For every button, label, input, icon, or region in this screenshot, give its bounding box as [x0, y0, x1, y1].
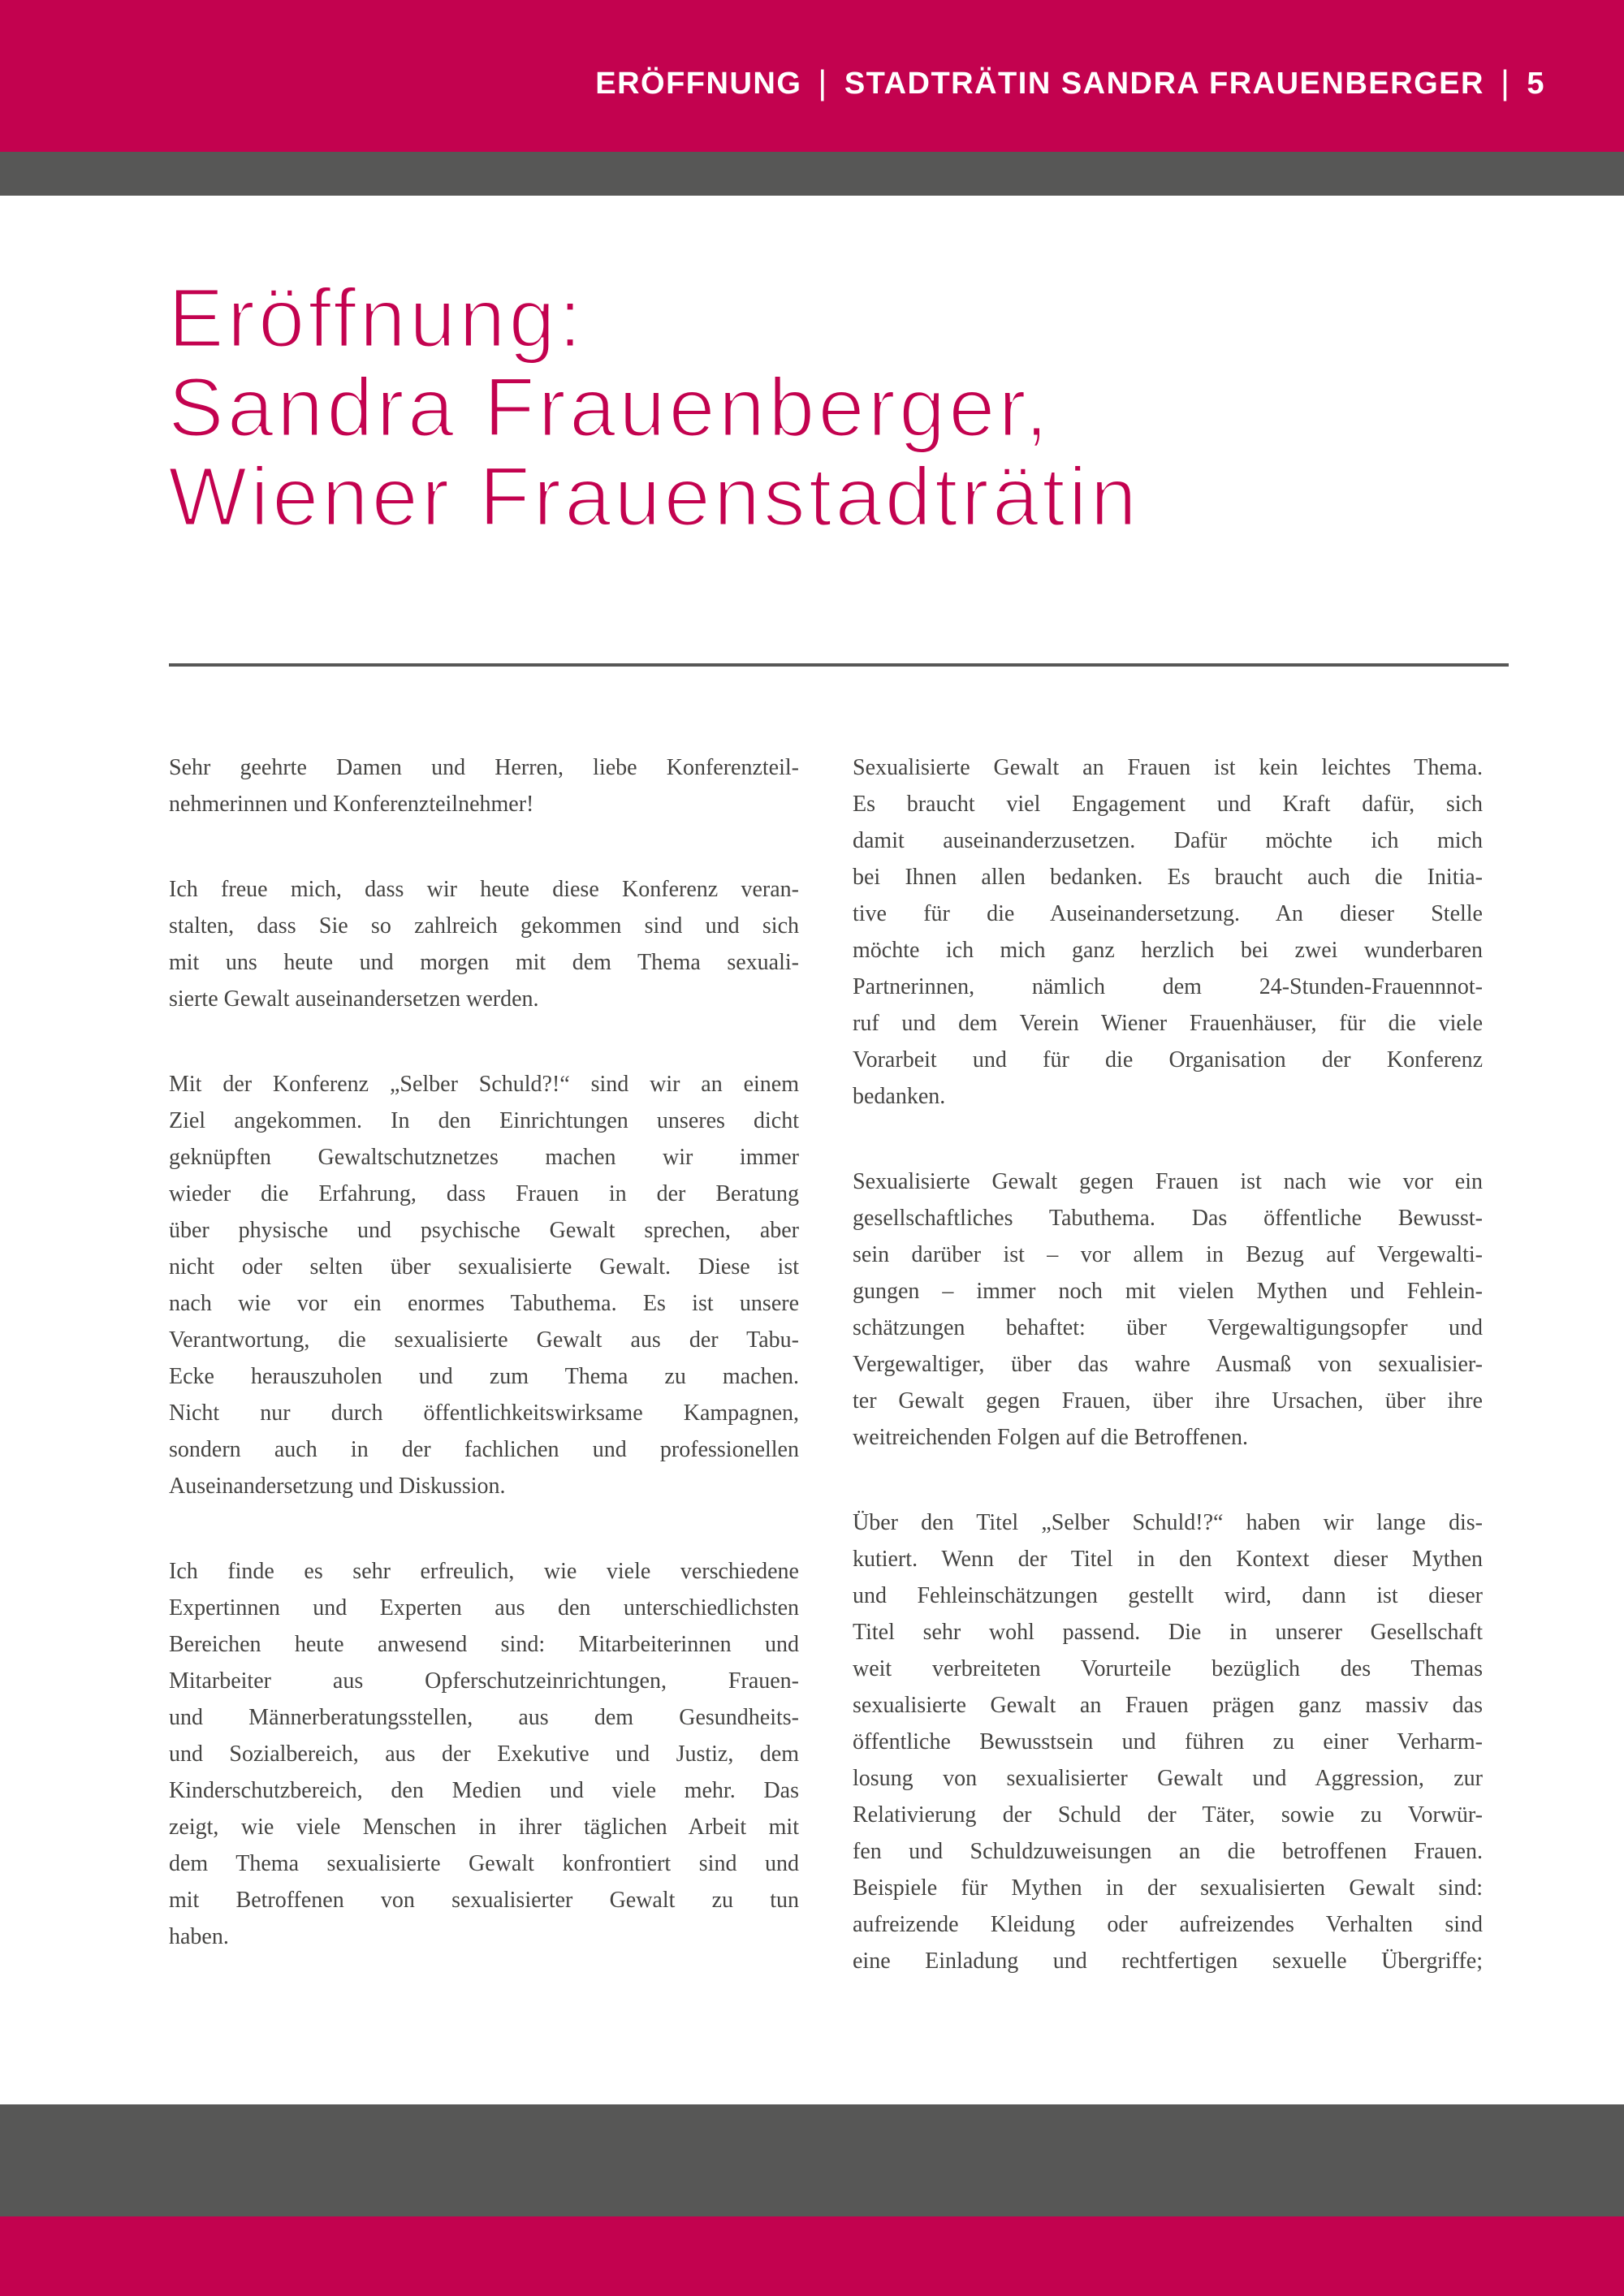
body-line: dem Thema sexualisierte Gewalt konfrontiert sind und — [169, 1851, 799, 1876]
bottom-accent-bar — [0, 2216, 1624, 2296]
body-line: und Männerberatungsstellen, aus dem Gesundheits- — [169, 1705, 799, 1730]
body-line: nicht oder selten über sexualisierte Gewalt. Diese ist — [169, 1254, 799, 1280]
body-line: wieder die Erfahrung, dass Frauen in der Beratung — [169, 1181, 799, 1206]
body-line: Auseinandersetzung und Diskussion. — [169, 1474, 506, 1499]
divider-rule — [169, 663, 1509, 667]
page-title-line-3: Wiener Frauenstadträtin — [168, 450, 1140, 543]
body-line: Es braucht viel Engagement und Kraft dafür, sich — [853, 792, 1483, 817]
body-line: nach wie vor ein enormes Tabuthema. Es ist unsere — [169, 1291, 799, 1316]
page-title-line-2: Sandra Frauenberger, — [168, 360, 1052, 454]
header-separator: | — [818, 63, 828, 101]
left-column — [169, 749, 799, 2028]
body-line: über physische und psychische Gewalt sprechen, aber — [169, 1218, 799, 1243]
body-line: gesellschaftliches Tabuthema. Das öffentliche Bewusst- — [853, 1206, 1483, 1231]
header-page-number: 5 — [1527, 66, 1545, 101]
top-gray-bar — [0, 152, 1624, 196]
bottom-gray-bar — [0, 2104, 1624, 2216]
body-line: Sexualisierte Gewalt an Frauen ist kein leichtes Thema. — [853, 755, 1483, 780]
top-accent-bar — [0, 0, 1624, 152]
body-line: Titel sehr wohl passend. Die in unserer Gesellschaft — [853, 1620, 1483, 1645]
body-line: ter Gewalt gegen Frauen, über ihre Ursachen, über ihre — [853, 1388, 1483, 1413]
body-line: fen und Schuldzuweisungen an die betroffenen Frauen. — [853, 1839, 1483, 1864]
paragraph — [853, 749, 1483, 1115]
paragraph — [853, 1504, 1483, 1979]
body-line: weit verbreiteten Vorurteile bezüglich des Themas — [853, 1656, 1483, 1681]
body-line: Relativierung der Schuld der Täter, sowie zu Vorwür- — [853, 1802, 1483, 1828]
body-line: Vergewaltiger, über das wahre Ausmaß von sexualisier- — [853, 1352, 1483, 1377]
body-line: Mit der Konferenz „Selber Schuld?!“ sind wir an einem — [169, 1072, 799, 1097]
body-line: schätzungen behaftet: über Vergewaltigungsopfer und — [853, 1315, 1483, 1340]
right-column — [853, 749, 1483, 2028]
body-line: losung von sexualisierter Gewalt und Aggression, zur — [853, 1766, 1483, 1791]
paragraph — [169, 1066, 799, 1504]
body-line: aufreizende Kleidung oder aufreizendes Verhalten sind — [853, 1912, 1483, 1937]
body-line: Sexualisierte Gewalt gegen Frauen ist nach wie vor ein — [853, 1169, 1483, 1194]
body-line: öffentliche Bewusstsein und führen zu einer Verharm- — [853, 1729, 1483, 1754]
body-line: Ich freue mich, dass wir heute diese Konferenz veran- — [169, 877, 799, 902]
body-line: Expertinnen und Experten aus den unterschiedlichsten — [169, 1595, 799, 1621]
header-section-label: ERÖFFNUNG — [595, 66, 802, 101]
body-line: möchte ich mich ganz herzlich bei zwei wunderbaren — [853, 938, 1483, 963]
body-line: haben. — [169, 1924, 229, 1949]
body-line: mit uns heute und morgen mit dem Thema sexuali- — [169, 950, 799, 975]
body-line: mit Betroffenen von sexualisierter Gewalt zu tun — [169, 1888, 799, 1913]
body-line: und Fehleinschätzungen gestellt wird, dann ist dieser — [853, 1583, 1483, 1608]
body-line: stalten, dass Sie so zahlreich gekommen sind und sich — [169, 913, 799, 939]
page-title-line-1: Eröffnung: — [168, 271, 585, 365]
paragraph — [169, 1553, 799, 1955]
header-chapter-label: STADTRÄTIN SANDRA FRAUENBERGER — [844, 66, 1484, 101]
body-line: eine Einladung und rechtfertigen sexuelle Übergriffe; — [853, 1949, 1483, 1974]
body-line: Über den Titel „Selber Schuld!?“ haben wir lange dis- — [853, 1510, 1483, 1535]
paragraph — [169, 871, 799, 1017]
body-line: tive für die Auseinandersetzung. An dieser Stelle — [853, 901, 1483, 926]
body-line: geknüpften Gewaltschutznetzes machen wir immer — [169, 1145, 799, 1170]
running-header — [595, 63, 1545, 101]
body-line: bedanken. — [853, 1084, 946, 1109]
body-line: Ziel angekommen. In den Einrichtungen unseres dicht — [169, 1108, 799, 1133]
body-line: Sehr geehrte Damen und Herren, liebe Konferenzteil- — [169, 755, 799, 780]
body-line: Mitarbeiter aus Opferschutzeinrichtungen, Frauen- — [169, 1668, 799, 1694]
body-line: zeigt, wie viele Menschen in ihrer täglichen Arbeit mit — [169, 1815, 799, 1840]
body-line: Beispiele für Mythen in der sexualisierten Gewalt sind: — [853, 1875, 1483, 1901]
body-line: Vorarbeit und für die Organisation der Konferenz — [853, 1047, 1483, 1072]
header-separator: | — [1500, 63, 1511, 101]
paragraph — [853, 1163, 1483, 1456]
page-title — [168, 271, 1140, 543]
body-line: damit auseinanderzusetzen. Dafür möchte ich mich — [853, 828, 1483, 853]
body-line: Ecke herauszuholen und zum Thema zu machen. — [169, 1364, 799, 1389]
body-line: Ich finde es sehr erfreulich, wie viele verschiedene — [169, 1559, 799, 1584]
body-line: bei Ihnen allen bedanken. Es braucht auch die Initia- — [853, 865, 1483, 890]
body-line: sexualisierte Gewalt an Frauen prägen ganz massiv das — [853, 1693, 1483, 1718]
body-line: kutiert. Wenn der Titel in den Kontext dieser Mythen — [853, 1547, 1483, 1572]
body-line: sondern auch in der fachlichen und professionellen — [169, 1437, 799, 1462]
body-text — [169, 749, 1483, 2028]
body-line: Nicht nur durch öffentlichkeitswirksame Kampagnen, — [169, 1400, 799, 1426]
body-line: weitreichenden Folgen auf die Betroffenen. — [853, 1425, 1248, 1450]
body-line: und Sozialbereich, aus der Exekutive und Justiz, dem — [169, 1741, 799, 1767]
body-line: Verantwortung, die sexualisierte Gewalt aus der Tabu- — [169, 1327, 799, 1353]
body-line: sein darüber ist – vor allem in Bezug auf Vergewalti- — [853, 1242, 1483, 1267]
body-line: sierte Gewalt auseinandersetzen werden. — [169, 986, 539, 1012]
body-line: Kinderschutzbereich, den Medien und viele mehr. Das — [169, 1778, 799, 1803]
body-line: nehmerinnen und Konferenzteilnehmer! — [169, 792, 534, 817]
body-line: Bereichen heute anwesend sind: Mitarbeiterinnen und — [169, 1632, 799, 1657]
body-line: ruf und dem Verein Wiener Frauenhäuser, für die viele — [853, 1011, 1483, 1036]
body-line: Partnerinnen, nämlich dem 24-Stunden-Frauennnot- — [853, 974, 1483, 999]
body-line: gungen – immer noch mit vielen Mythen und Fehlein- — [853, 1279, 1483, 1304]
paragraph — [169, 749, 799, 822]
